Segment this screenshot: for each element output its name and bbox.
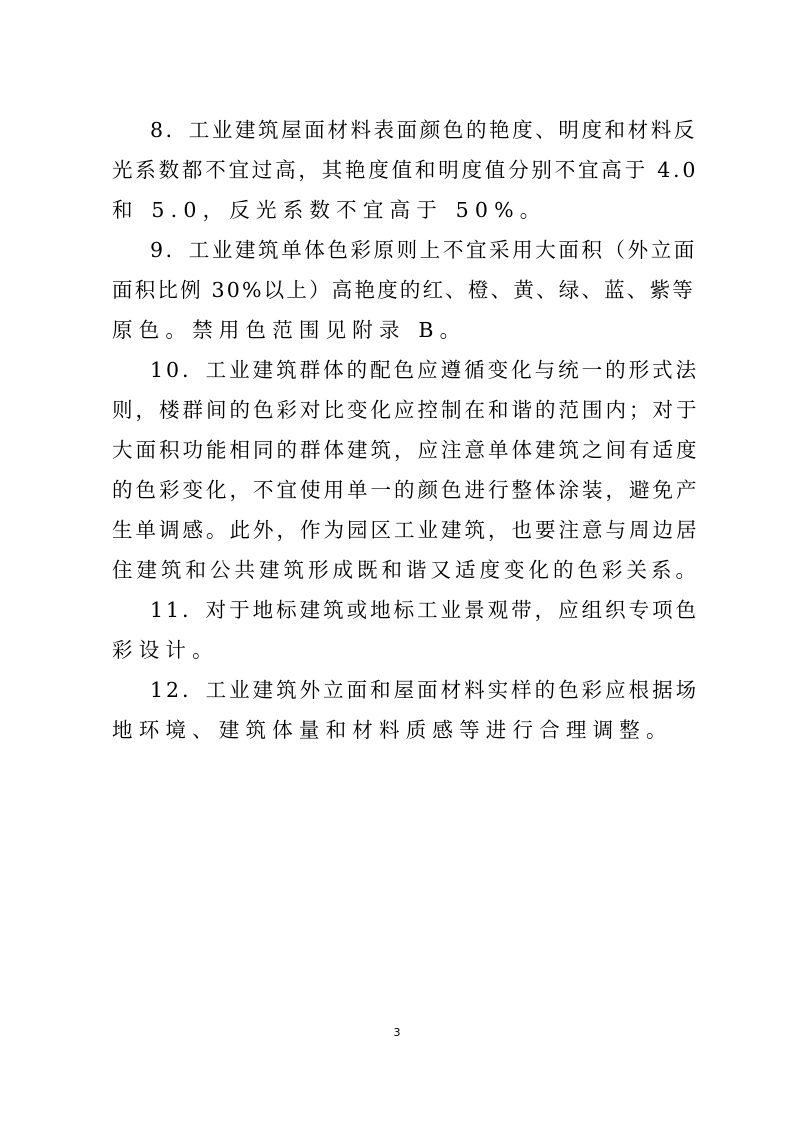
paragraph-12-line-2: 地环境、建筑体量和材料质感等进行合理调整。 bbox=[112, 718, 673, 742]
paragraph-10-line-1: 10．工业建筑群体的配色应遵循变化与统一的形式法 bbox=[150, 358, 700, 382]
paragraph-8-line-2: 光系数都不宜过高，其艳度值和明度值分别不宜高于 4.0 bbox=[112, 158, 699, 182]
paragraph-9-line-1: 9．工业建筑单体色彩原则上不宜采用大面积（外立面 bbox=[150, 238, 697, 262]
paragraph-9-line-2: 面积比例 30%以上）高艳度的红、橙、黄、绿、蓝、紫等 bbox=[112, 278, 695, 302]
paragraph-8-line-3: 和 5.0，反光系数不宜高于 50%。 bbox=[112, 198, 547, 222]
paragraph-10-line-4: 的色彩变化，不宜使用单一的颜色进行整体涂装，避免产 bbox=[112, 478, 700, 502]
paragraph-11-line-2: 彩设计。 bbox=[112, 638, 219, 662]
paragraph-10-line-5: 生单调感。此外，作为园区工业建筑，也要注意与周边居 bbox=[112, 518, 700, 542]
page-number: 3 bbox=[393, 1026, 401, 1039]
paragraph-8-line-1: 8．工业建筑屋面材料表面颜色的艳度、明度和材料反 bbox=[150, 118, 697, 142]
paragraph-10-line-3: 大面积功能相同的群体建筑，应注意单体建筑之间有适度 bbox=[112, 438, 700, 462]
paragraph-11-line-1: 11．对于地标建筑或地标工业景观带，应组织专项色 bbox=[150, 598, 700, 622]
paragraph-10-line-6: 住建筑和公共建筑形成既和谐又适度变化的色彩关系。 bbox=[112, 558, 700, 582]
paragraph-10-line-2: 则，楼群间的色彩对比变化应控制在和谐的范围内；对于 bbox=[112, 398, 700, 422]
paragraph-9-line-3: 原色。禁用色范围见附录 B。 bbox=[112, 318, 467, 342]
paragraph-12-line-1: 12．工业建筑外立面和屋面材料实样的色彩应根据场 bbox=[150, 678, 700, 702]
